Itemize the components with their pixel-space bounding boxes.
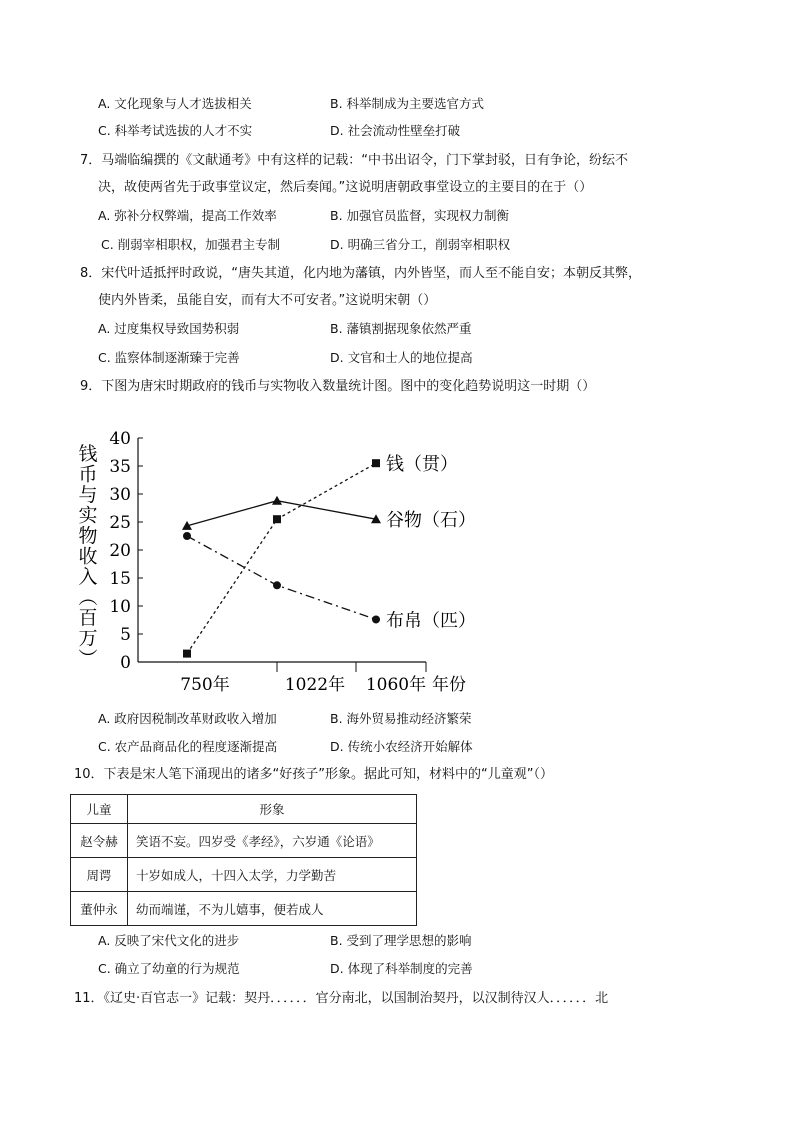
y-tick-label: 40: [109, 429, 131, 449]
y-label-char: 入: [78, 566, 98, 588]
table-cell-image: 幼而端谨，不为儿嬉事，便若成人: [128, 892, 417, 926]
q8-option-c: C. 监察体制逐渐臻于完善: [98, 350, 240, 365]
q10-stem: 10．下表是宋人笔下涌现出的诸多“好孩子”形象。据此可知，材料中的“儿童观”（）: [74, 767, 553, 782]
y-label-char: 万: [78, 627, 98, 650]
data-point-square: [183, 650, 191, 658]
q9-option-a: A. 政府因税制改革财政收入增加: [98, 711, 277, 726]
data-point-square: [372, 459, 380, 467]
q11-stem: 11．《辽史·百官志一》记载：契丹．．．．．．官分南北，以国制治契丹，以汉制待汉人．．．．．．北: [74, 991, 609, 1006]
series-label: 钱（贯）: [386, 454, 458, 476]
y-label-char: 币: [78, 463, 98, 486]
y-label-char: 与: [78, 484, 98, 506]
income-line-chart: [70, 420, 490, 705]
y-label-char: 钱: [78, 443, 98, 465]
y-tick-label: 10: [109, 597, 131, 617]
y-tick-label: 30: [109, 485, 131, 505]
q8-stem-line2: 使内外皆柔，虽能自安，而有大不可安者。”这说明宋朝（）: [98, 293, 437, 308]
x-tick-label: 750年: [180, 675, 230, 695]
y-label-char: 百: [78, 607, 98, 629]
table-cell-name: 董仲永: [71, 892, 128, 926]
q10-option-d: D. 体现了科举制度的完善: [330, 961, 473, 976]
q8-stem-line1: 8．宋代叶适抵抨时政说，“唐失其道，化内地为藩镇，内外皆坚，而人至不能自安；本朝反其弊，: [80, 266, 642, 281]
q9-option-c: C. 农产品商品化的程度逐渐提高: [98, 739, 278, 754]
y-axis-label: [78, 443, 97, 670]
series-line: [187, 463, 376, 653]
series-labels: [386, 454, 476, 631]
y-tick-label: 35: [109, 457, 131, 477]
table-cell-name: 周谔: [71, 858, 128, 892]
q6-option-d: D. 社会流动性壁垒打破: [330, 123, 461, 138]
data-point-circle: [273, 581, 281, 589]
table-header-image: 形象: [128, 795, 417, 824]
q6-option-a: A. 文化现象与人才选拔相关: [98, 96, 252, 111]
q7-stem-line2: 决，故使两省先于政事堂议定，然后奏闻。”这说明唐朝政事堂设立的主要目的在于（）: [98, 180, 593, 195]
table-header-child: 儿童: [71, 795, 128, 824]
y-tick-label: 5: [120, 625, 131, 645]
y-label-char: ︶: [78, 648, 98, 670]
q7-option-d: D. 明确三省分工，削弱宰相职权: [330, 237, 511, 252]
q9-stem: 9．下图为唐宋时期政府的钱币与实物收入数量统计图。图中的变化趋势说明这一时期（）: [80, 379, 596, 394]
q10-option-b: B. 受到了理学思想的影响: [330, 933, 472, 948]
y-label-char: 物: [78, 525, 98, 547]
y-tick-label: 25: [109, 513, 131, 533]
q9-option-b: B. 海外贸易推动经济繁荣: [330, 711, 472, 726]
q8-option-b: B. 藩镇割据现象依然严重: [330, 321, 472, 336]
q7-stem-line1: 7．马端临编撰的《文献通考》中有这样的记载：“中书出诏令，门下掌封驳，日有争论，纷纭不: [80, 153, 629, 168]
table-row: [71, 858, 417, 892]
series-label: 谷物（石）: [386, 510, 476, 532]
y-tick-label: 15: [109, 569, 131, 589]
table-cell-image: 十岁如成人，十四入太学，力学勤苦: [128, 858, 417, 892]
y-label-char: ︵: [78, 586, 98, 609]
q10-option-c: C. 确立了幼童的行为规范: [98, 961, 240, 976]
series-line: [187, 536, 376, 619]
series-label: 布帛（匹）: [386, 610, 476, 632]
children-image-table: [70, 794, 417, 926]
y-tick-label: 0: [120, 653, 131, 673]
x-tick-label: 1022年: [284, 675, 346, 695]
data-point-triangle: [272, 496, 282, 505]
q7-option-c: C. 削弱宰相职权，加强君主专制: [101, 237, 281, 252]
x-axis-unit: 年份: [432, 675, 466, 695]
q7-option-b: B. 加强官员监督，实现权力制衡: [330, 208, 510, 223]
data-point-square: [273, 515, 281, 523]
series-layer: [182, 459, 381, 657]
y-label-char: 收: [78, 545, 98, 568]
data-point-circle: [372, 615, 380, 623]
q9-option-d: D. 传统小农经济开始解体: [330, 739, 473, 754]
data-point-circle: [183, 532, 191, 540]
table-cell-name: 赵令赫: [71, 824, 128, 858]
q6-option-b: B. 科举制成为主要选官方式: [330, 96, 485, 111]
q7-option-a: A. 弥补分权弊端，提高工作效率: [98, 208, 277, 223]
table-row: [71, 892, 417, 926]
y-label-char: 实: [78, 504, 98, 527]
y-tick-label: 20: [109, 541, 131, 561]
q6-option-c: C. 科举考试选拔的人才不实: [98, 123, 253, 138]
q8-option-a: A. 过度集权导致国势积弱: [98, 321, 240, 336]
x-axis-ticks: [180, 674, 466, 695]
q10-option-a: A. 反映了宋代文化的进步: [98, 933, 240, 948]
table-cell-image: 笑语不妄。四岁受《孝经》，六岁通《论语》: [128, 824, 417, 858]
table-row: [71, 824, 417, 858]
q8-option-d: D. 文官和士人的地位提高: [330, 350, 473, 365]
x-tick-label: 1060年: [365, 675, 427, 695]
